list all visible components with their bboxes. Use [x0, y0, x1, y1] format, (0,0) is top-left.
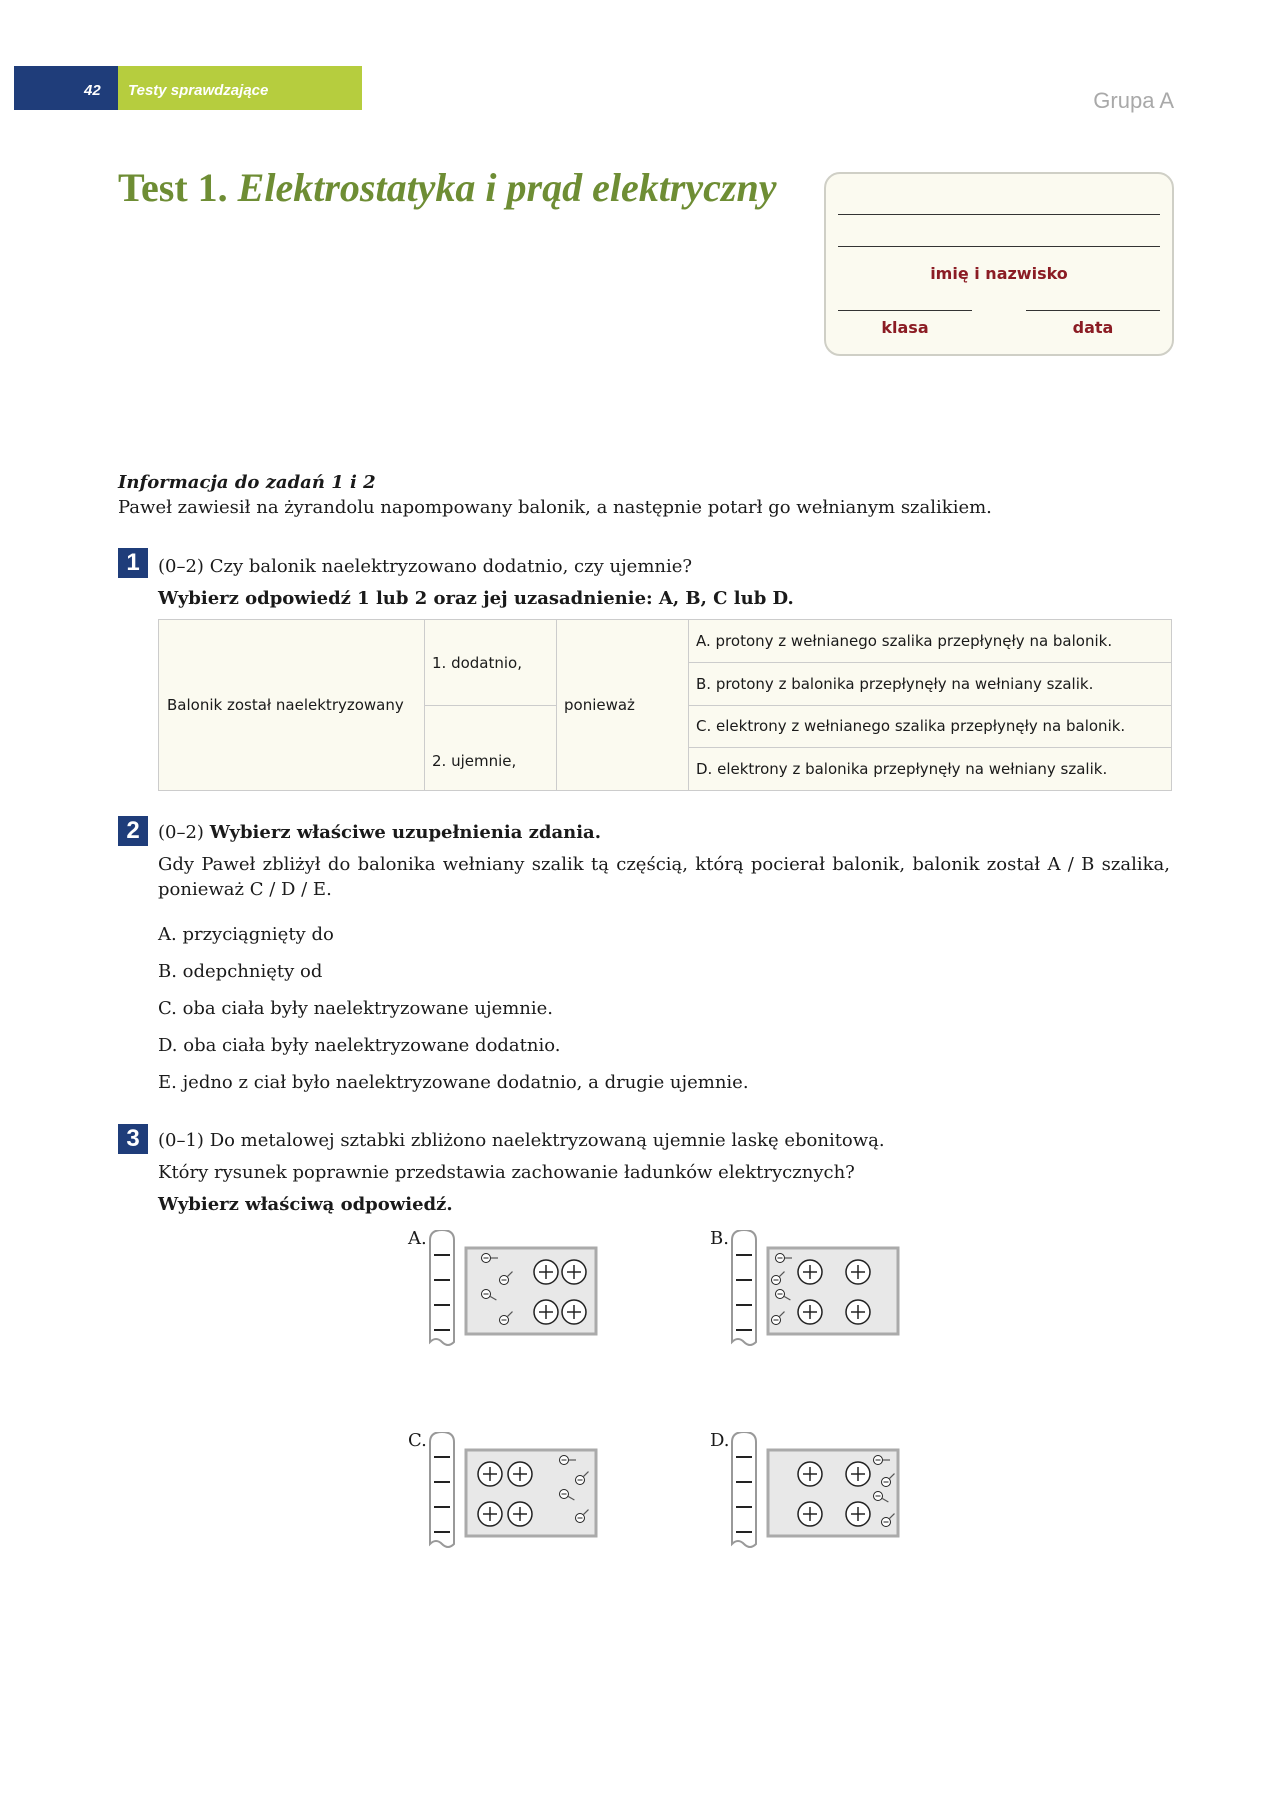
figure-a-diagram[interactable]: [428, 1230, 603, 1350]
question-2-sentence: Gdy Paweł zbliżył do balonika wełniany szalik tą częścią, którą pocierał balonik, balonik został A / B szalika, ponieważ C / D / E.: [158, 854, 1170, 900]
table-reason-a[interactable]: A. protony z wełnianego szalika przepłynęły na balonik.: [696, 632, 1113, 650]
table-stem: Balonik został naelektryzowany: [167, 696, 404, 714]
table-reason-b[interactable]: B. protony z balonika przepłynęły na wełniany szalik.: [696, 674, 1094, 693]
table-option-2[interactable]: 2. ujemnie,: [432, 752, 517, 770]
name-line-1[interactable]: [838, 214, 1160, 215]
date-line[interactable]: [1026, 310, 1160, 311]
question-1-instruction: Wybierz odpowiedź 1 lub 2 oraz jej uzasadnienie: A, B, C lub D.: [158, 588, 794, 609]
figure-label-b[interactable]: B.: [710, 1228, 729, 1249]
answer-table: [158, 619, 1172, 791]
figure-c-diagram[interactable]: [428, 1432, 603, 1552]
question-2-option-e[interactable]: E. jedno z ciał było naelektryzowane dodatnio, a drugie ujemnie.: [158, 1072, 749, 1093]
group-label: Grupa A: [1093, 88, 1174, 113]
class-label: klasa: [881, 318, 929, 337]
question-3-text-1: (0–1) Do metalowej sztabki zbliżono naelektryzowaną ujemnie laskę ebonitową.: [158, 1130, 885, 1151]
table-option-1[interactable]: 1. dodatnio,: [432, 653, 522, 672]
table-connector: ponieważ: [564, 696, 635, 714]
question-2-option-d[interactable]: D. oba ciała były naelektryzowane dodatnio.: [158, 1035, 561, 1056]
question-2-option-b[interactable]: B. odepchnięty od: [158, 961, 323, 982]
question-1-points: (0–2): [158, 556, 204, 577]
figure-label-c[interactable]: C.: [408, 1430, 427, 1451]
section-title: Testy sprawdzające: [128, 82, 269, 99]
table-reason-d[interactable]: D. elektrony z balonika przepłynęły na wełniany szalik.: [696, 759, 1108, 778]
question-3-number: 3: [118, 1124, 148, 1154]
figure-d-diagram[interactable]: [730, 1432, 905, 1552]
title-prefix: Test 1.: [118, 165, 228, 210]
table-reason-c[interactable]: C. elektrony z wełnianego szalika przepłynęły na balonik.: [696, 717, 1126, 735]
ebonite-rod: [430, 1432, 454, 1547]
ebonite-rod: [430, 1230, 454, 1345]
question-1-question: Czy balonik naelektryzowano dodatnio, czy ujemnie?: [209, 556, 693, 577]
question-1-number: 1: [118, 548, 148, 578]
ebonite-rod: [732, 1432, 756, 1547]
question-2-header: [158, 822, 601, 843]
figure-label-d[interactable]: D.: [710, 1430, 730, 1451]
question-2-instruction: Wybierz właściwe uzupełnienia zdania.: [209, 822, 601, 843]
question-2-number: 2: [118, 816, 148, 846]
name-line-2[interactable]: [838, 246, 1160, 247]
name-label: imię i nazwisko: [930, 264, 1068, 283]
page-number: 42: [84, 82, 101, 99]
date-label: data: [1072, 318, 1114, 337]
info-heading: Informacja do zadań 1 i 2: [118, 472, 376, 493]
figure-label-a[interactable]: A.: [408, 1228, 427, 1249]
title-name: Elektrostatyka i prąd elektryczny: [237, 165, 777, 210]
student-info-box: [824, 172, 1174, 356]
ebonite-rod: [732, 1230, 756, 1345]
question-2-points: (0–2): [158, 822, 204, 843]
question-3-points: (0–1): [158, 1130, 204, 1151]
metal-bar: [768, 1248, 898, 1334]
figure-b-diagram[interactable]: [730, 1230, 905, 1350]
info-text: Paweł zawiesił na żyrandolu napompowany balonik, a następnie potarł go wełnianym szalikiem.: [118, 497, 992, 518]
page-title: [118, 164, 776, 211]
question-2-option-c[interactable]: C. oba ciała były naelektryzowane ujemnie.: [158, 998, 554, 1019]
question-1-text: [158, 556, 692, 577]
question-3-text-2: Który rysunek poprawnie przedstawia zachowanie ładunków elektrycznych?: [158, 1162, 855, 1183]
question-3-instruction: Wybierz właściwą odpowiedź.: [158, 1194, 453, 1215]
header-band-blue: [14, 66, 118, 110]
question-2-option-a[interactable]: A. przyciągnięty do: [158, 924, 334, 945]
class-line[interactable]: [838, 310, 972, 311]
